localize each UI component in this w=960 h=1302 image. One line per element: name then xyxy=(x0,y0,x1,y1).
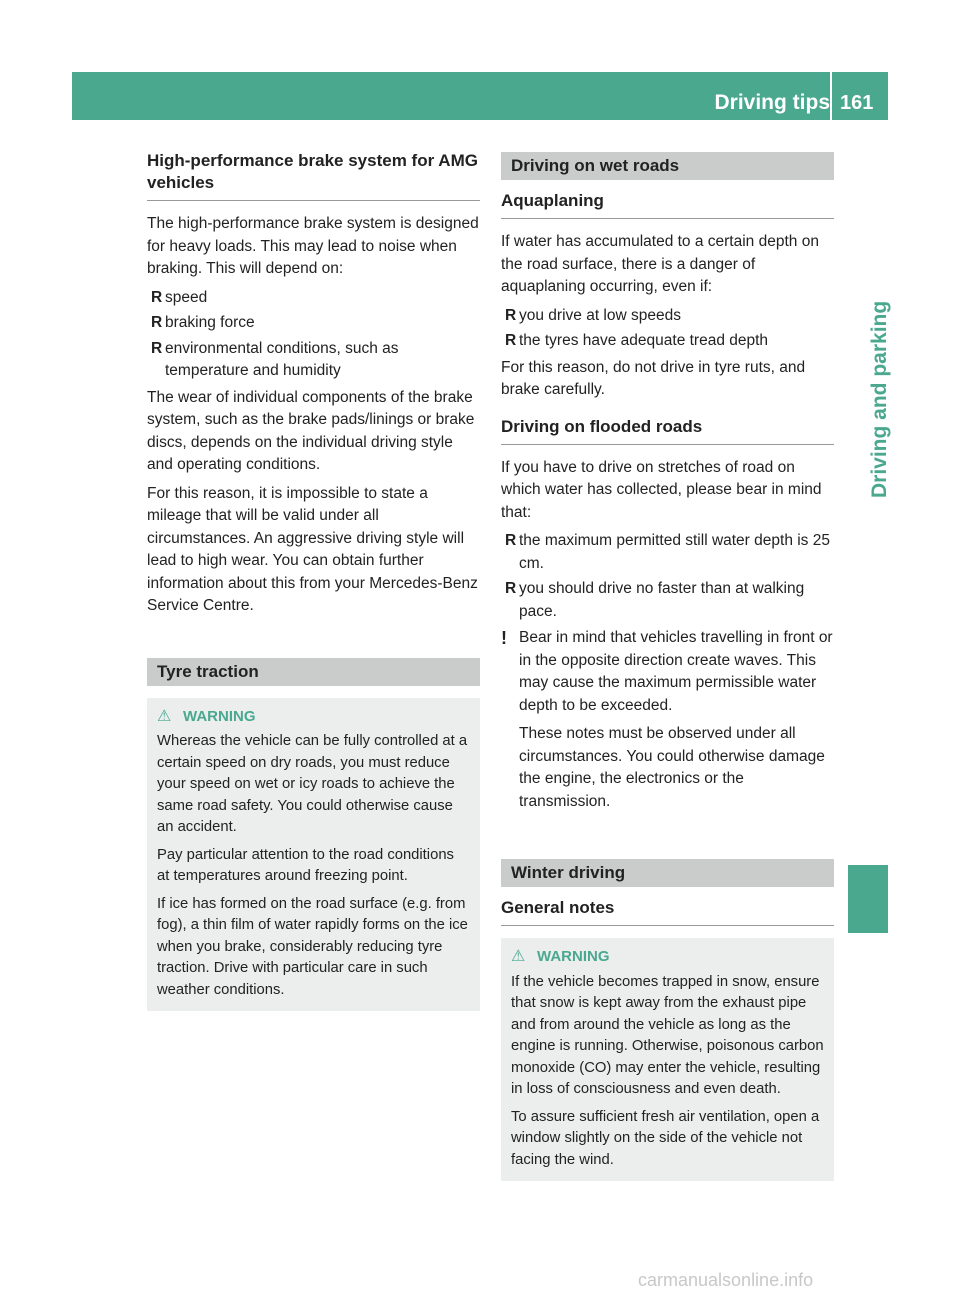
warning-text: If the vehicle becomes trapped in snow, ensure that snow is kept away from the exhaust pipe and from around the vehicle as long as the engine is running. Otherwise, poisonous carbon monoxide (CO) may enter the vehicle, resulting in loss of consciousness and even death. xyxy=(511,973,824,1097)
note-text: Bear in mind that vehicles travelling in front or in the opposite direction create waves. This may cause the maximum permissible water depth to be exceeded. xyxy=(519,629,833,714)
page-number: 161 xyxy=(840,92,874,114)
side-tab-label: Driving and parking xyxy=(868,300,891,498)
note-exclamation-icon: ! xyxy=(501,628,507,648)
warning-triangle-icon: ⚠ xyxy=(157,707,172,725)
winter-warning-box xyxy=(501,938,834,1181)
side-tab-marker xyxy=(848,865,888,933)
list-item: R braking force xyxy=(151,314,255,331)
flooded-bullet-list xyxy=(501,530,834,623)
brake-heading: High-performance brake system for AMG vehicles xyxy=(147,150,480,201)
tyre-warning-box xyxy=(147,698,480,1012)
page-section-title: Driving tips xyxy=(714,91,830,114)
warning-title: ⚠ WARNING xyxy=(157,706,470,728)
side-tab xyxy=(848,140,891,510)
header-divider xyxy=(830,72,832,120)
warning-text: If ice has formed on the road surface (e.g. from fog), a thin film of water rapidly forms on the ice when you brake, considerably reducing tyre traction. Drive with particular care in such weather conditions. xyxy=(157,895,468,998)
brake-paragraph: For this reason, it is impossible to state a mileage that will be valid under all circumstances. An aggressive driving style will lead to high wear. You can obtain further information about this from your Mercedes-Benz Service Centre. xyxy=(147,484,478,614)
tyre-traction-section: Tyre traction xyxy=(147,658,480,686)
right-column xyxy=(501,152,834,1181)
aquaplaning-paragraph: For this reason, do not drive in tyre ruts, and brake carefully. xyxy=(501,358,806,398)
list-item: R the maximum permitted still water depth is 25 cm. xyxy=(505,532,830,572)
list-item: R you should drive no faster than at walking pace. xyxy=(505,580,805,620)
aquaplaning-intro: If water has accumulated to a certain depth on the road surface, there is a danger of aquaplaning occurring, even if: xyxy=(501,233,819,295)
wet-roads-section: Driving on wet roads xyxy=(501,152,834,180)
footer-watermark: carmanualsonline.info xyxy=(638,1270,814,1290)
list-item: R environmental conditions, such as temperature and humidity xyxy=(151,339,399,379)
list-item: R speed xyxy=(151,288,208,306)
left-column xyxy=(147,150,480,1011)
warning-text: Whereas the vehicle can be fully controlled at a certain speed on dry roads, you must reduce your speed on wet or icy roads to achieve the same road safety. You could otherwise cause an accident. xyxy=(157,733,468,835)
brake-paragraph: The wear of individual components of the brake system, such as the brake pads/linings or brake discs, depends on the individual driving style and operating conditions. xyxy=(147,388,475,473)
brake-intro: The high-performance brake system is designed for heavy loads. This may lead to noise when braking. This will depend on: xyxy=(147,215,479,277)
brake-bullet-list xyxy=(147,287,480,383)
list-item: R the tyres have adequate tread depth xyxy=(505,332,769,349)
note-text: These notes must be observed under all circumstances. You could otherwise damage the engine, the electronics or the transmission. xyxy=(519,725,825,810)
aquaplaning-heading: Aquaplaning xyxy=(501,190,834,219)
note-block xyxy=(501,627,834,813)
flooded-intro: If you have to drive on stretches of road on which water has collected, please bear in mind that: xyxy=(501,458,822,521)
warning-title: ⚠ WARNING xyxy=(511,946,824,968)
general-notes-heading: General notes xyxy=(501,897,834,926)
flooded-roads-heading: Driving on flooded roads xyxy=(501,416,834,445)
list-item: R you drive at low speeds xyxy=(505,306,681,324)
aquaplaning-bullet-list xyxy=(501,305,834,353)
warning-triangle-icon: ⚠ xyxy=(511,948,526,965)
winter-driving-section: Winter driving xyxy=(501,859,834,887)
warning-text: Pay particular attention to the road conditions at temperatures around freezing point. xyxy=(157,846,454,884)
warning-text: To assure sufficient fresh air ventilation, open a window slightly on the side of the vehicle not facing the wind. xyxy=(511,1108,820,1168)
